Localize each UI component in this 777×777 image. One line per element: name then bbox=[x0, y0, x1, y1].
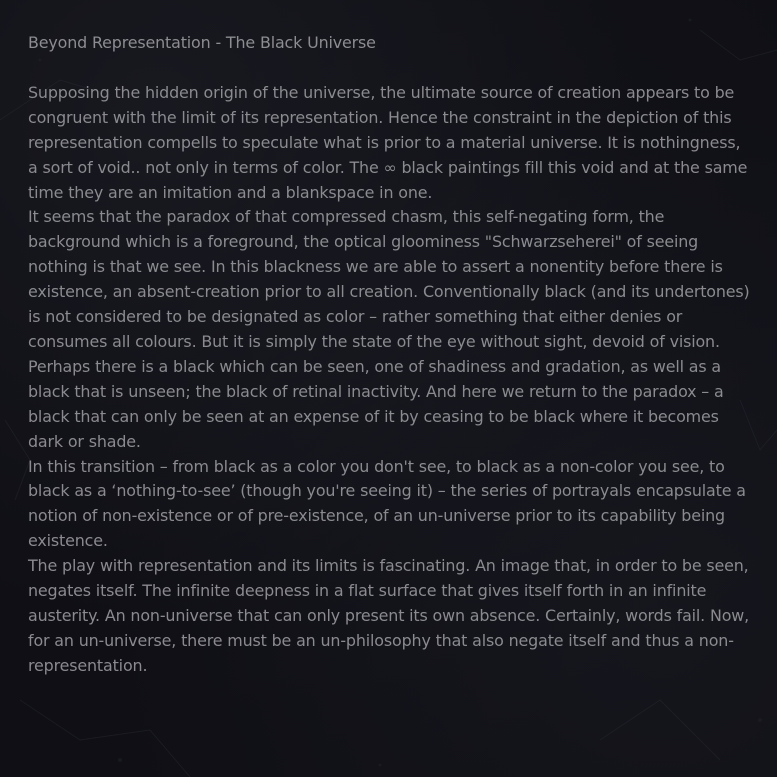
text-content bbox=[28, 31, 753, 679]
paragraph-5: The play with representation and its limits is fascinating. An image that, in order to be seen, negates itself. The infinite deepness in a flat surface that gives itself forth in an infinite austerity. An non-universe that can only present its own absence. Certainly, words fail. Now, for an un-universe, there must be an un-philosophy that also negate itself and thus a non-representation. bbox=[28, 556, 750, 675]
paragraph-4: In this transition – from black as a color you don't see, to black as a non-color you see, to black as a ‘nothing-to-see’ (though you're seeing it) – the series of portrayals encapsulate a notion of non-existence or of pre-existence, of an un-universe prior to its capability being existence. bbox=[28, 456, 746, 551]
paragraph-2: It seems that the paradox of that compressed chasm, this self-negating form, the background which is a foreground, the optical gloominess "Schwarzseherei" of seeing nothing is that we see. In this blackness we are able to assert a nonentity before there is existence, an absent-creation prior to all creation. Conventionally black (and its undertones) is not considered to be designated as color – rather something that either denies or consumes all colours. But it is simply the state of the eye without sight, devoid of vision. bbox=[28, 207, 750, 351]
paragraph-3: Perhaps there is a black which can be seen, one of shadiness and gradation, as well as a black that is unseen; the black of retinal inactivity. And here we return to the paradox – a black that can only be seen at an expense of it by ceasing to be black where it becomes dark or shade. bbox=[28, 356, 724, 451]
document-title: Beyond Representation - The Black Universe bbox=[28, 33, 376, 52]
paragraph-1: Supposing the hidden origin of the universe, the ultimate source of creation appears to be congruent with the limit of its representation. Hence the constraint in the depiction of this representation compells to speculate what is prior to a material universe. It is nothingness, a sort of void.. not only in terms of color. The ∞ black paintings fill this void and at the same time they are an imitation and a blankspace in one. bbox=[28, 82, 748, 202]
